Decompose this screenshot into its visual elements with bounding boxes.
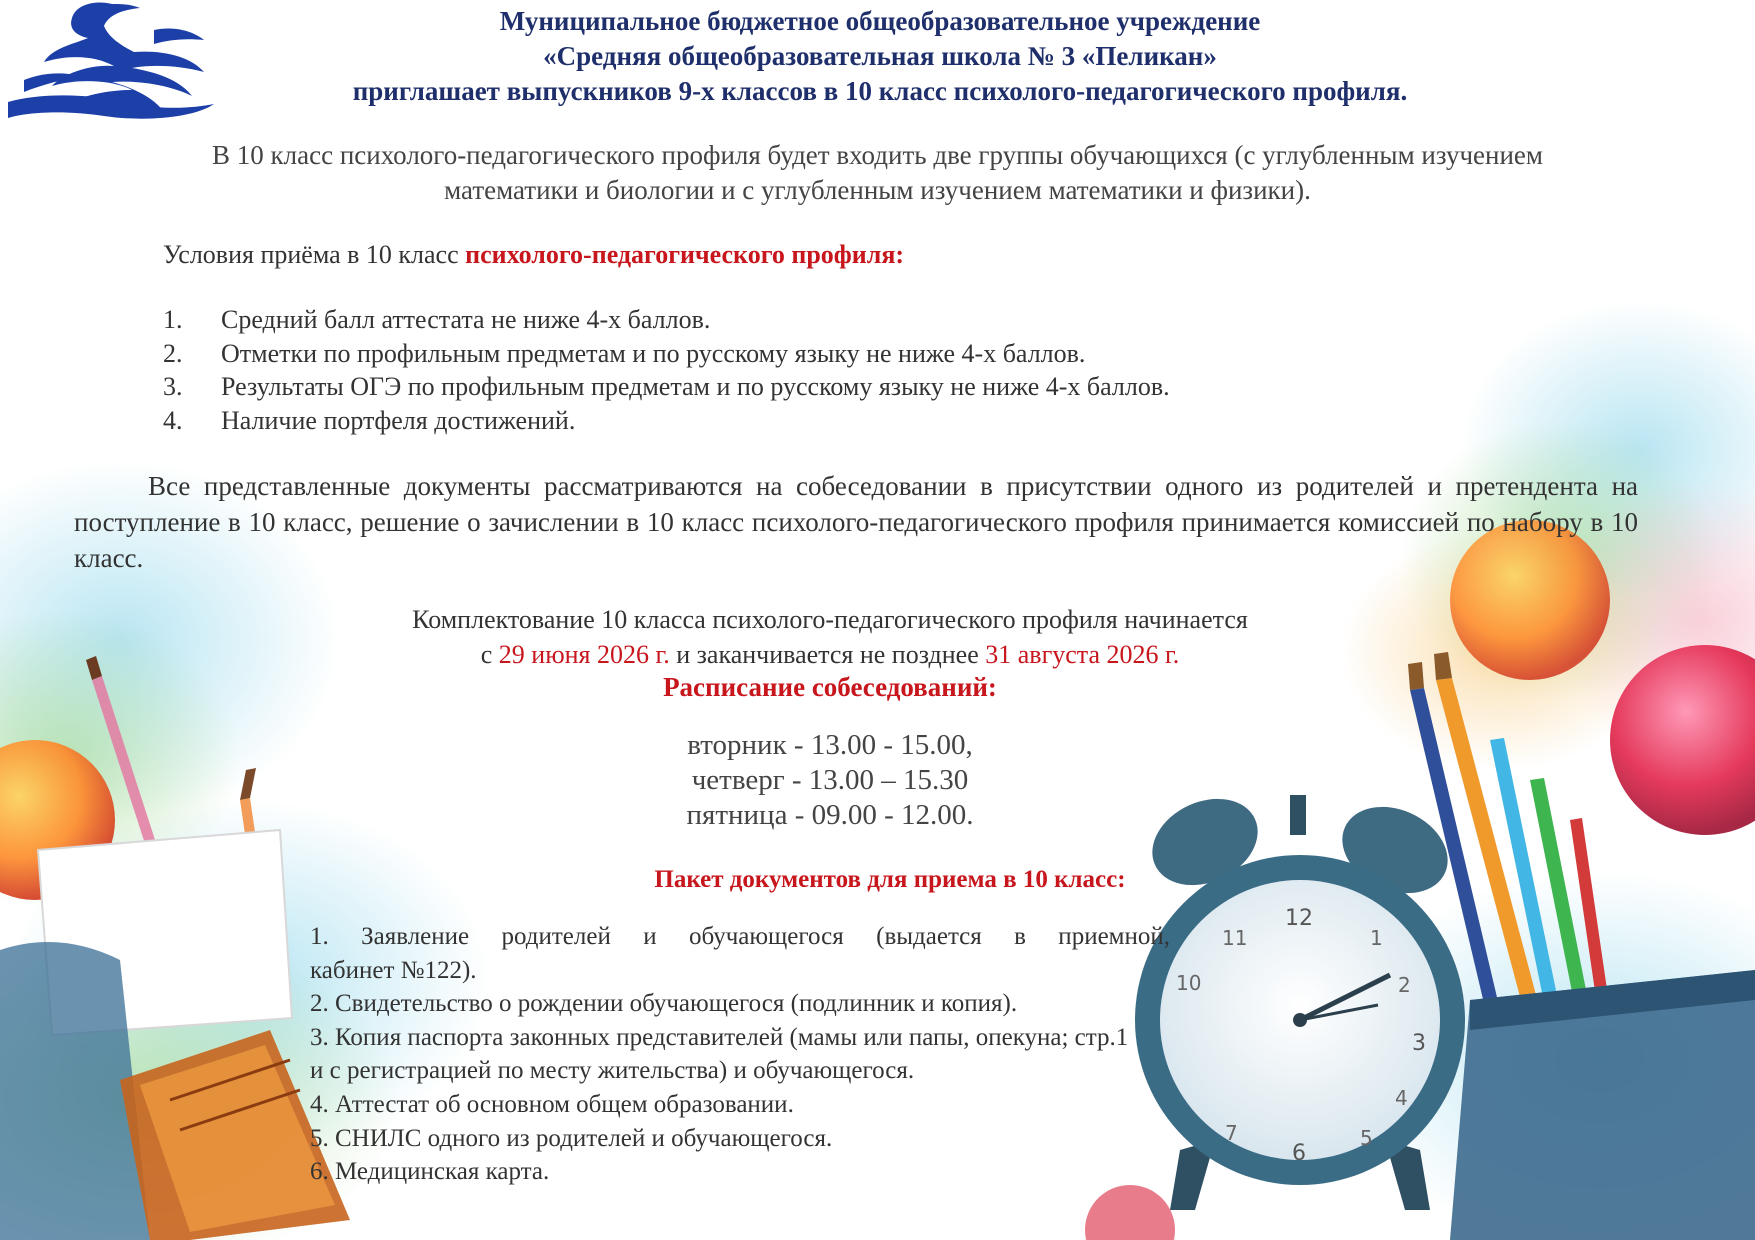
document-item-3-line-2: и с регистрацией по месту жительства) и обучающегося. xyxy=(310,1057,915,1085)
enrollment-prefix: с xyxy=(480,640,499,669)
header-line-1: Муниципальное бюджетное общеобразовательное учреждение xyxy=(499,6,1261,36)
document-item-2: 2. Свидетельство о рождении обучающегося (подлинник и копия). xyxy=(310,990,1018,1018)
list-item-number: 4. xyxy=(163,405,183,435)
list-item-text: Средний балл аттестата не ниже 4-х баллов. xyxy=(221,305,711,334)
svg-text:1: 1 xyxy=(1370,926,1383,950)
document-item-5: 5. СНИЛС одного из родителей и обучающегося. xyxy=(310,1124,833,1152)
schedule-item-thursday: четверг - 13.00 – 15.30 xyxy=(691,764,969,796)
intro-paragraph xyxy=(40,138,1715,208)
svg-text:4: 4 xyxy=(1395,1086,1408,1110)
enrollment-period xyxy=(300,602,1360,672)
list-item-text: Результаты ОГЭ по профильным предметам и по русскому языку не ниже 4-х баллов. xyxy=(221,372,1170,401)
enrollment-line-1: Комплектование 10 класса психолого-педагогического профиля начинается xyxy=(412,605,1248,634)
conditions-list xyxy=(163,303,1170,437)
paragraph-text: Все представленные документы рассматриваются на собеседовании в присутствии одного из родителей и претендента на поступление в 10 класс, решение о зачислении в 10 класс психолого-педагогического профиля принимается комиссией по набору в 10 класс. xyxy=(74,471,1638,573)
document-item-6: 6. Медицинская карта. xyxy=(310,1158,550,1186)
pelican-logo xyxy=(4,0,216,128)
intro-line-2: математики и биологии и с углубленным изучением математики и физики). xyxy=(444,175,1311,205)
list-item-text: Наличие портфеля достижений. xyxy=(221,405,576,435)
list-item xyxy=(163,370,1170,404)
list-item xyxy=(163,337,1170,371)
list-item xyxy=(163,404,1170,438)
list-item-number: 1. xyxy=(163,305,183,334)
documents-title: Пакет документов для приема в 10 класс: xyxy=(654,866,1126,893)
svg-text:10: 10 xyxy=(1176,971,1202,995)
document-item-4: 4. Аттестат об основном общем образовании. xyxy=(310,1090,794,1118)
header-line-2: «Средняя общеобразовательная школа № 3 «Пеликан» xyxy=(543,41,1217,71)
conditions-title-highlight: психолого-педагогического профиля: xyxy=(465,240,905,269)
svg-text:2: 2 xyxy=(1398,973,1411,997)
schedule-list xyxy=(600,728,1060,833)
document-item-1-line-1: 1. Заявление родителей и обучающегося (выдается в приемной, xyxy=(310,923,1170,950)
svg-text:12: 12 xyxy=(1285,906,1313,931)
enrollment-end-date: 31 августа 2026 г. xyxy=(985,640,1180,669)
document-item-1-line-2: кабинет №122). xyxy=(310,956,477,984)
documents-review-paragraph xyxy=(74,468,1638,576)
intro-line-1: В 10 класс психолого-педагогического профиля будет входить две группы обучающихся (с углубленным изучением xyxy=(212,140,1543,170)
svg-text:5: 5 xyxy=(1360,1126,1373,1150)
svg-text:11: 11 xyxy=(1222,926,1248,950)
list-item-text: Отметки по профильным предметам и по русскому языку не ниже 4-х баллов. xyxy=(221,338,1086,368)
list-item-number: 3. xyxy=(163,372,183,401)
document-item-3-line-1: 3. Копия паспорта законных представителей (мамы или папы, опекуна; стр.1 xyxy=(310,1023,1129,1051)
header-line-3: приглашает выпускников 9-х классов в 10 класс психолого-педагогического профиля. xyxy=(352,76,1408,106)
conditions-title-plain: Условия приёма в 10 класс xyxy=(163,240,466,269)
conditions-title xyxy=(163,240,904,270)
enrollment-line-2 xyxy=(300,637,1360,672)
schedule-item-friday: пятница - 09.00 - 12.00. xyxy=(686,799,974,831)
svg-text:6: 6 xyxy=(1292,1141,1306,1166)
enrollment-start-date: 29 июня 2026 г. xyxy=(498,640,670,669)
list-item xyxy=(163,303,1170,337)
documents-list xyxy=(310,920,1170,1189)
schedule-title: Расписание собеседований: xyxy=(663,672,997,702)
list-item-number: 2. xyxy=(163,338,183,368)
enrollment-middle: и заканчивается не позднее xyxy=(669,640,986,669)
school-header xyxy=(230,4,1530,109)
svg-text:7: 7 xyxy=(1225,1121,1238,1145)
svg-text:3: 3 xyxy=(1412,1031,1426,1056)
schedule-item-tuesday: вторник - 13.00 - 15.00, xyxy=(687,729,973,761)
